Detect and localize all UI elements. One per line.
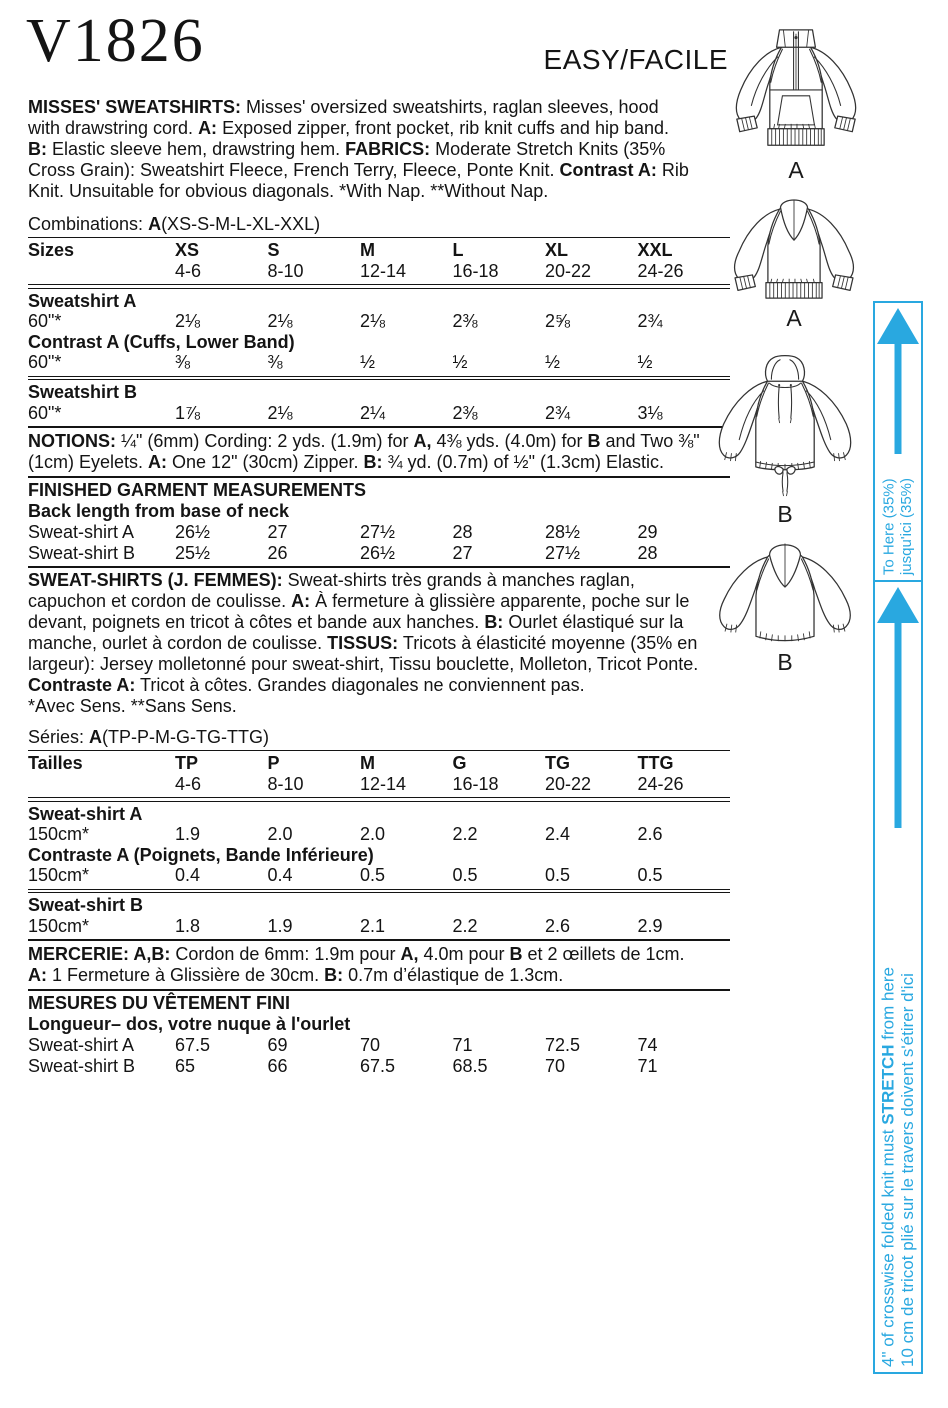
table-row xyxy=(28,824,730,845)
description-fr xyxy=(28,570,730,717)
gauge-lower-text xyxy=(879,967,918,1367)
table-header-cell: XS 4-6 xyxy=(175,240,202,281)
description-en xyxy=(28,97,730,202)
figure-view-b-back xyxy=(706,528,864,676)
table-row xyxy=(28,895,730,916)
table-header-cell: TTG 24-26 xyxy=(637,753,684,794)
figure-view-a-back xyxy=(720,186,868,332)
table-cell: 26½ xyxy=(175,522,211,543)
rule xyxy=(28,797,730,802)
table-row xyxy=(28,1035,730,1056)
table-row xyxy=(28,845,730,866)
table-cell: 2.2 xyxy=(452,915,478,936)
table-row xyxy=(28,382,730,403)
table-cell: ½ xyxy=(452,352,468,373)
table-cell: 27½ xyxy=(545,542,581,563)
rule xyxy=(28,237,730,238)
table-cell: 2¾ xyxy=(545,402,571,423)
text-line: 10 cm de tricot plié sur le travers doivent s'étirer d'ici xyxy=(898,973,917,1367)
table-cell: 2¾ xyxy=(637,311,663,332)
combinations-line xyxy=(28,214,730,235)
figure-label: A xyxy=(788,157,804,183)
table-row xyxy=(28,543,730,564)
sweatshirt-a-back-drawing xyxy=(721,186,867,302)
table-header-row xyxy=(28,240,730,281)
stretch-gauge-lower xyxy=(875,582,921,1372)
table-row xyxy=(28,522,730,543)
text-line: MERCERIE: A,B: Cordon de 6mm: 1.9m pour A, 4.0m pour B et 2 œillets de 1cm. xyxy=(28,944,685,965)
table-header-label: Sizes xyxy=(28,240,75,260)
row-label: Sweat-shirt A xyxy=(28,1035,135,1056)
rule xyxy=(28,939,730,941)
row-label: Sweatshirt B xyxy=(28,382,138,403)
table-cell: 26½ xyxy=(360,542,396,563)
pattern-number: V1826 xyxy=(26,7,205,75)
table-header-cell: XXL 24-26 xyxy=(637,240,684,281)
table-cell: 67.5 xyxy=(360,1055,396,1076)
figure-label: B xyxy=(777,501,793,527)
table-cell: ½ xyxy=(360,352,376,373)
finished-measurements-subtitle: Back length from base of neck xyxy=(28,501,290,522)
stretch-gauge xyxy=(873,301,923,1374)
table-cell: 2.4 xyxy=(545,824,571,845)
figure-label: B xyxy=(777,649,793,675)
rule xyxy=(28,566,730,568)
mercerie-fr xyxy=(28,944,730,986)
text-line: Cross Grain): Sweatshirt Fleece, French Terry, Fleece, Ponte Knit. Contrast A: Rib xyxy=(28,160,689,180)
table-cell: 2.0 xyxy=(360,824,386,845)
table-cell: 3⅛ xyxy=(637,402,663,423)
row-label: 150cm* xyxy=(28,915,90,936)
table-row xyxy=(28,916,730,937)
table-cell: 28 xyxy=(452,522,473,543)
table-row xyxy=(28,332,730,353)
table-row xyxy=(28,804,730,825)
sweatshirt-b-back-drawing xyxy=(707,528,863,646)
text-line: manche, ourlet à cordon de coulisse. TISSUS: Tricots à élasticité moyenne (35% en xyxy=(28,633,698,654)
rule xyxy=(28,376,730,381)
table-cell: 2¼ xyxy=(360,402,386,423)
sweatshirt-a-front-drawing xyxy=(723,24,869,154)
row-label: Sweat-shirt A xyxy=(28,522,135,543)
yardage-table-en xyxy=(28,240,730,428)
text-line: with drawstring cord. A: Exposed zipper, front pocket, rib knit cuffs and hip band. xyxy=(28,118,670,138)
table-cell: 67.5 xyxy=(175,1035,211,1056)
text-line: Séries: A(TP-P-M-G-TG-TTG) xyxy=(28,727,269,748)
text-line: Knit. Unsuitable for obvious diagonals. *With Nap. **Without Nap. xyxy=(28,181,549,201)
stretch-gauge-upper xyxy=(875,303,921,582)
table-header-cell: S 8-10 xyxy=(267,240,304,281)
table-row xyxy=(28,352,730,373)
table-cell: 26 xyxy=(267,542,288,563)
table-cell: ⅜ xyxy=(267,352,283,373)
row-label: Contrast A (Cuffs, Lower Band) xyxy=(28,331,295,352)
table-cell: ½ xyxy=(545,352,561,373)
table-cell: 2⅛ xyxy=(267,311,293,332)
table-cell: 2⅝ xyxy=(545,311,571,332)
row-label: Sweat-shirt B xyxy=(28,1055,136,1076)
table-cell: 65 xyxy=(175,1055,196,1076)
row-label: Sweatshirt A xyxy=(28,290,137,311)
table-cell: ⅜ xyxy=(175,352,191,373)
difficulty-label: EASY/FACILE xyxy=(543,44,728,75)
row-label: Contraste A (Poignets, Bande Inférieure) xyxy=(28,844,374,865)
text-line: A: 1 Fermeture à Glissière de 30cm. B: 0.7m d’élastique de 1.3cm. xyxy=(28,965,564,986)
main-text-column xyxy=(28,97,730,1076)
row-label: 150cm* xyxy=(28,865,90,886)
mesures-subtitle: Longueur– dos, votre nuque à l'ourlet xyxy=(28,1014,351,1035)
table-cell: ½ xyxy=(637,352,653,373)
table-cell: 70 xyxy=(545,1055,566,1076)
table-header-cell: M 12-14 xyxy=(360,753,407,794)
table-cell: 28 xyxy=(637,542,658,563)
row-label: Sweat-shirt B xyxy=(28,542,136,563)
table-header-cell: L 16-18 xyxy=(452,240,499,281)
figure-label: A xyxy=(786,305,802,331)
table-header-label: Tailles xyxy=(28,753,83,774)
notions-en xyxy=(28,431,730,473)
rule xyxy=(28,476,730,478)
text-line: NOTIONS: ¼" (6mm) Cording: 2 yds. (1.9m) for A, 4⅜ yds. (4.0m) for B and Two ⅜" xyxy=(28,431,700,452)
table-cell: 0.4 xyxy=(175,865,201,886)
table-header-cell: TP 4-6 xyxy=(175,753,202,794)
text-line: MISSES' SWEATSHIRTS: Misses' oversized sweatshirts, raglan sleeves, hood xyxy=(28,97,659,117)
table-row xyxy=(28,291,730,312)
mesures-title: MESURES DU VÊTEMENT FINI xyxy=(28,993,291,1014)
table-header-row xyxy=(28,753,730,794)
table-cell: 0.5 xyxy=(637,865,663,886)
text-line: (1cm) Eyelets. A: One 12" (30cm) Zipper. B: ¾ yd. (0.7m) of ½" (1.3cm) Elastic. xyxy=(28,452,664,473)
text-line: *Avec Sens. **Sans Sens. xyxy=(28,696,237,717)
table-cell: 0.5 xyxy=(452,865,478,886)
row-label: Sweat-shirt A xyxy=(28,803,143,824)
table-cell: 74 xyxy=(637,1035,658,1056)
table-cell: 72.5 xyxy=(545,1035,581,1056)
table-cell: 2⅜ xyxy=(452,311,478,332)
table-cell: 0.5 xyxy=(545,865,571,886)
table-header-cell: XL 20-22 xyxy=(545,240,592,281)
table-header-cell: M 12-14 xyxy=(360,240,407,281)
table-header-cell: G 16-18 xyxy=(452,753,499,794)
table-cell: 71 xyxy=(452,1035,473,1056)
table-cell: 2.0 xyxy=(267,824,293,845)
table-row xyxy=(28,1056,730,1077)
table-row xyxy=(28,865,730,886)
text-line: largeur): Jersey molletonné pour sweat-shirt, Tissu bouclette, Molleton, Tricot Ponte. xyxy=(28,654,699,675)
table-cell: 27 xyxy=(267,522,288,543)
rule xyxy=(28,284,730,289)
sweatshirt-b-front-drawing xyxy=(707,352,863,498)
table-cell: 71 xyxy=(637,1055,658,1076)
text-line: 4" of crosswise folded knit must STRETCH from here xyxy=(878,966,898,1367)
finished-measurements-table-en xyxy=(28,522,730,563)
arrow-up-icon xyxy=(876,585,920,830)
row-label: 150cm* xyxy=(28,824,90,845)
gauge-upper-text xyxy=(881,478,916,575)
table-cell: 69 xyxy=(267,1035,288,1056)
table-cell: 2.6 xyxy=(545,915,571,936)
table-cell: 0.4 xyxy=(267,865,293,886)
rule xyxy=(28,989,730,991)
row-label: 60"* xyxy=(28,311,62,332)
finished-measurements-title: FINISHED GARMENT MEASUREMENTS xyxy=(28,480,367,501)
table-cell: 2⅜ xyxy=(452,402,478,423)
table-cell: 2.2 xyxy=(452,824,478,845)
table-cell: 2.1 xyxy=(360,915,386,936)
table-cell: 1.8 xyxy=(175,915,201,936)
table-cell: 2⅛ xyxy=(267,402,293,423)
table-row xyxy=(28,403,730,424)
rule xyxy=(28,426,730,428)
table-row xyxy=(28,311,730,332)
table-cell: 66 xyxy=(267,1055,288,1076)
text-line: Contraste A: Tricot à côtes. Grandes diagonales ne conviennent pas. xyxy=(28,675,585,696)
row-label: 60"* xyxy=(28,402,62,423)
rule xyxy=(28,889,730,894)
text-line: devant, poignets en tricot à côtes et bande aux hanches. B: Ourlet élastiqué sur la xyxy=(28,612,684,633)
table-cell: 28½ xyxy=(545,522,581,543)
table-cell: 27 xyxy=(452,542,473,563)
table-header-cell: P 8-10 xyxy=(267,753,304,794)
text-line: To Here (35%) xyxy=(880,478,898,575)
row-label: Sweat-shirt B xyxy=(28,895,144,916)
table-cell: 2.9 xyxy=(637,915,663,936)
table-cell: 1⅞ xyxy=(175,402,201,423)
text-line: Combinations: A(XS-S-M-L-XL-XXL) xyxy=(28,214,321,234)
table-cell: 68.5 xyxy=(452,1055,488,1076)
yardage-table-fr xyxy=(28,753,730,941)
table-cell: 29 xyxy=(637,522,658,543)
series-line xyxy=(28,727,730,748)
figure-view-a-front xyxy=(722,24,870,184)
table-cell: 27½ xyxy=(360,522,396,543)
table-cell: 1.9 xyxy=(175,824,201,845)
table-cell: 25½ xyxy=(175,542,211,563)
row-label: 60"* xyxy=(28,352,62,373)
table-cell: 70 xyxy=(360,1035,381,1056)
table-cell: 2.6 xyxy=(637,824,663,845)
text-line: capuchon et cordon de coulisse. A: À fermeture à glissière apparente, poche sur le xyxy=(28,591,690,612)
table-cell: 2⅛ xyxy=(360,311,386,332)
table-cell: 0.5 xyxy=(360,865,386,886)
rule xyxy=(28,750,730,751)
finished-measurements-table-fr xyxy=(28,1035,730,1076)
text-line: SWEAT-SHIRTS (J. FEMMES): Sweat-shirts très grands à manches raglan, xyxy=(28,570,635,591)
table-cell: 1.9 xyxy=(267,915,293,936)
table-cell: 2⅛ xyxy=(175,311,201,332)
text-line: jusqu'ici (35%) xyxy=(898,477,915,575)
figure-view-b-front xyxy=(706,352,864,528)
table-header-cell: TG 20-22 xyxy=(545,753,592,794)
arrow-up-icon xyxy=(876,306,920,456)
text-line: B: Elastic sleeve hem, drawstring hem. FABRICS: Moderate Stretch Knits (35% xyxy=(28,139,666,159)
